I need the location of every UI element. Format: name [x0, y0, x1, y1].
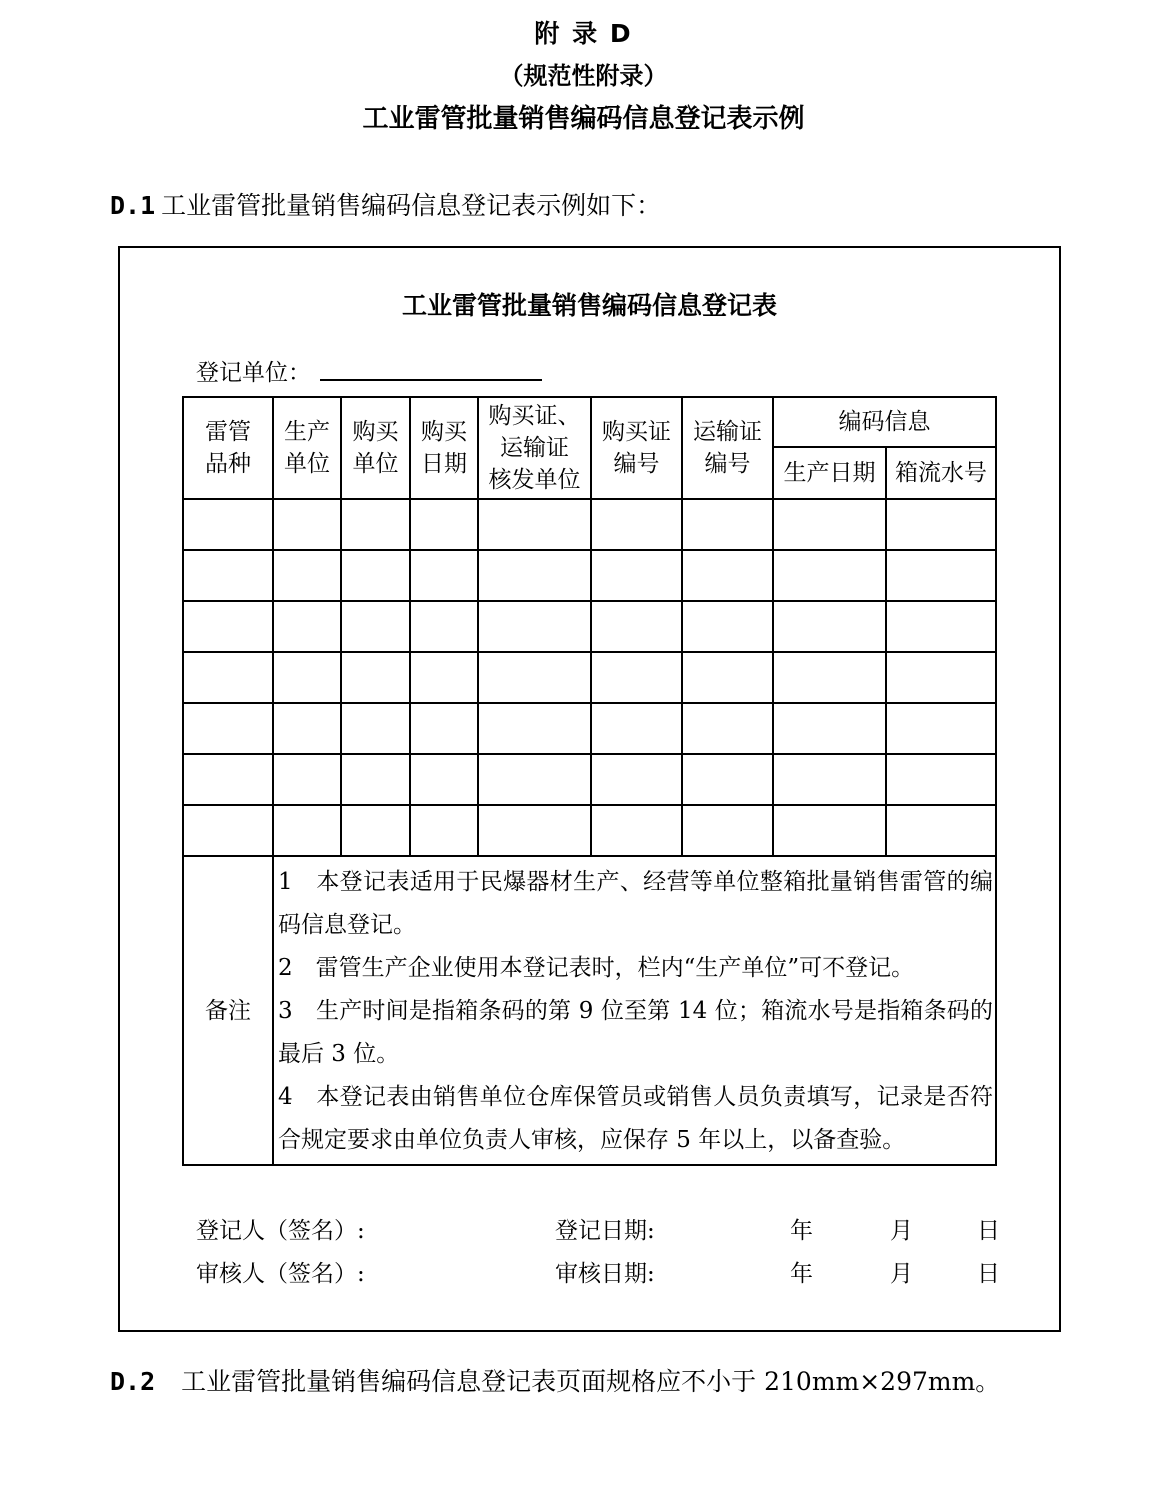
- header-transport-permit-no: 运输证 编号: [682, 397, 773, 499]
- appendix-label: 附 录 D: [534, 19, 633, 48]
- reviewer-signature-label: 审核人（签名）:: [196, 1261, 365, 1287]
- note-item: 2 雷管生产企业使用本登记表时，栏内“生产单位”可不登记。: [278, 955, 915, 981]
- table-row: [183, 499, 996, 550]
- header-purchaser: 购买 单位: [341, 397, 410, 499]
- table-row: [183, 703, 996, 754]
- form-title: 工业雷管批量销售编码信息登记表: [401, 291, 777, 320]
- registrant-signature-label: 登记人（签名）:: [196, 1218, 365, 1244]
- notes-cell: [273, 856, 996, 1165]
- clause-text: 工业雷管批量销售编码信息登记表示例如下：: [161, 191, 662, 220]
- note-item: 3 生产时间是指箱条码的第 9 位至第 14 位；箱流水号是指箱条码的最后 3 位。: [278, 998, 993, 1067]
- reg-year-label: 年: [790, 1218, 813, 1244]
- rev-day-label: 日: [977, 1261, 1000, 1287]
- table-row: [183, 805, 996, 856]
- registration-table: [182, 396, 997, 1166]
- header-box-serial: 箱流水号: [886, 447, 996, 499]
- note-item: 4 本登记表由销售单位仓库保管员或销售人员负责填写，记录是否符合规定要求由单位负责人审核，应保存 5 年以上，以备查验。: [278, 1084, 993, 1153]
- clause-d2: [110, 1362, 1000, 1398]
- clause-d1: [110, 186, 661, 222]
- appendix-title: 工业雷管批量销售编码信息登记表示例: [362, 104, 805, 134]
- header-production-date: 生产日期: [773, 447, 886, 499]
- table-row: [183, 754, 996, 805]
- reg-day-label: 日: [977, 1218, 1000, 1244]
- header-purchase-permit-no: 购买证 编号: [591, 397, 682, 499]
- registration-date-label: 登记日期:: [555, 1218, 655, 1244]
- clause-number: D.1: [110, 191, 156, 220]
- table-row: [183, 550, 996, 601]
- rev-year-label: 年: [790, 1261, 813, 1287]
- header-detonator-type: 雷管 品种: [183, 397, 273, 499]
- clause-number: D.2: [110, 1367, 156, 1396]
- reg-month-label: 月: [890, 1218, 913, 1244]
- clause-text: 工业雷管批量销售编码信息登记表页面规格应不小于 210mm×297mm。: [181, 1367, 1001, 1396]
- note-item: 1 本登记表适用于民爆器材生产、经营等单位整箱批量销售雷管的编码信息登记。: [278, 869, 993, 938]
- review-date-label: 审核日期:: [555, 1261, 655, 1287]
- notes-row: [183, 856, 996, 1165]
- header-permit-issuer: 购买证、 运输证 核发单位: [478, 397, 591, 499]
- registration-unit-label: 登记单位：: [196, 360, 311, 386]
- table-row: [183, 652, 996, 703]
- table-row: [183, 601, 996, 652]
- header-manufacturer: 生产 单位: [273, 397, 341, 499]
- header-purchase-date: 购买 日期: [410, 397, 478, 499]
- appendix-type: （规范性附录）: [499, 62, 668, 90]
- header-code-info: 编码信息: [773, 397, 996, 447]
- rev-month-label: 月: [890, 1261, 913, 1287]
- registration-unit-field[interactable]: [320, 379, 542, 381]
- registration-form: [118, 246, 1061, 1332]
- notes-label: 备注: [183, 856, 273, 1165]
